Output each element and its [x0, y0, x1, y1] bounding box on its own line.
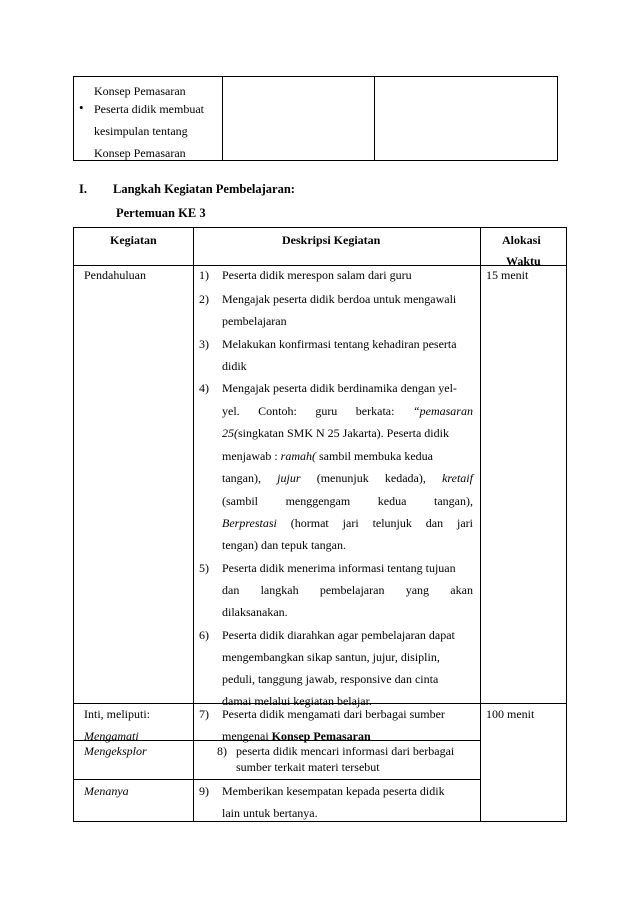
item-number: 1)	[199, 268, 209, 282]
header-waktu: Waktu	[506, 254, 541, 268]
item-number: 7)	[199, 707, 209, 721]
item-text: Melakukan konfirmasi tentang kehadiran peserta	[222, 337, 457, 351]
item-text: peduli, tanggung jawab, responsive dan cinta	[222, 672, 439, 686]
col-line	[566, 227, 567, 822]
previous-table-cell-2	[222, 77, 375, 161]
item-text: Peserta didik merespon salam dari guru	[222, 268, 412, 282]
mengeksplor-label: Mengeksplor	[84, 744, 147, 758]
text: sambil membuka kedua	[316, 449, 433, 463]
word: Contoh:	[258, 404, 297, 418]
word: pembelajaran	[319, 583, 385, 597]
word: Berprestasi	[222, 516, 277, 530]
word: (hormat	[290, 516, 329, 530]
word: dan	[222, 583, 240, 597]
text: menjawab :	[222, 449, 281, 463]
section-title: Langkah Kegiatan Pembelajaran:	[113, 182, 295, 196]
item-number: 3)	[199, 337, 209, 351]
word: langkah	[260, 583, 299, 597]
row-line	[73, 779, 480, 780]
item-text: Mengajak peserta didik berdinamika dengan yel-	[222, 381, 457, 395]
item-text: Peserta didik menerima informasi tentang tujuan	[222, 561, 456, 575]
word: kretaif	[442, 471, 473, 485]
item-text: tengan) dan tepuk tangan.	[222, 538, 346, 552]
word: (sambil	[222, 494, 258, 508]
header-alokasi: Alokasi	[502, 233, 541, 247]
word: menggengam	[285, 494, 351, 508]
item-number: 6)	[199, 628, 209, 642]
italic-text: 25(	[222, 426, 238, 440]
word: berkata:	[355, 404, 395, 418]
inti-label: Inti, meliputi:	[84, 707, 150, 721]
word: dan	[425, 516, 444, 530]
pendahuluan-label: Pendahuluan	[84, 268, 146, 282]
item-number: 4)	[199, 381, 209, 395]
text: singkatan SMK N 25 Jakarta). Peserta didik	[238, 426, 449, 440]
bold-text: Konsep Pemasaran	[271, 729, 371, 743]
italic-text: ramah(	[280, 449, 316, 463]
item-text: Mengajak peserta didik berdoa untuk mengawali	[222, 292, 457, 306]
col-line	[480, 227, 481, 822]
pendahuluan-time: 15 menit	[486, 268, 529, 282]
item-text-justified	[222, 404, 473, 418]
word: jujur	[277, 471, 301, 485]
word: kedua	[377, 494, 407, 508]
item-text	[222, 449, 433, 463]
header-kegiatan: Kegiatan	[110, 233, 157, 247]
mengamati-label: Mengamati	[84, 729, 139, 743]
text: mengenai	[222, 729, 272, 743]
item-text: didik	[222, 359, 247, 373]
inti-time: 100 menit	[486, 707, 535, 721]
header-deskripsi: Deskripsi Kegiatan	[282, 233, 381, 247]
prev-line-3: kesimpulan tentang	[94, 124, 188, 138]
item-text-justified	[222, 583, 473, 597]
section-numeral: I.	[79, 182, 87, 196]
item-number: 2)	[199, 292, 209, 306]
item-text: pembelajaran	[222, 314, 287, 328]
item-text: Memberikan kesempatan kepada peserta didik	[222, 784, 445, 798]
item-text: Peserta didik mengamati dari berbagai sumber	[222, 707, 445, 721]
word: telunjuk	[372, 516, 412, 530]
item-text: sumber terkait materi tersebut	[236, 760, 380, 774]
item-text: dilaksanakan.	[222, 605, 288, 619]
word: guru	[315, 404, 338, 418]
word: kedada),	[384, 471, 426, 485]
item-text	[222, 426, 449, 440]
row-line	[73, 265, 567, 266]
item-text-justified	[222, 471, 473, 485]
row-line	[73, 821, 567, 822]
word: akan	[450, 583, 473, 597]
menanya-label: Menanya	[84, 784, 129, 798]
item-number: 5)	[199, 561, 209, 575]
item-text: mengembangkan sikap santun, jujur, disiplin,	[222, 650, 440, 664]
word: tangan),	[434, 494, 473, 508]
word: jari	[342, 516, 359, 530]
word: “pemasaran	[412, 404, 473, 418]
meeting-title: Pertemuan KE 3	[116, 206, 206, 220]
word: tangan),	[222, 471, 261, 485]
item-text: peserta didik mencari informasi dari berbagai	[236, 744, 455, 758]
item-text	[222, 729, 371, 743]
col-line	[193, 227, 194, 822]
word: (menunjuk	[316, 471, 369, 485]
item-number: 9)	[199, 784, 209, 798]
item-text: lain untuk bertanya.	[222, 806, 318, 820]
item-text-justified	[222, 494, 473, 508]
previous-table-cell-3	[375, 77, 558, 161]
item-number: 8)	[217, 744, 227, 758]
bullet-icon: •	[79, 100, 84, 115]
item-text-justified	[222, 516, 473, 530]
word: yang	[405, 583, 430, 597]
item-text: Peserta didik diarahkan agar pembelajaran dapat	[222, 628, 455, 642]
prev-line-4: Konsep Pemasaran	[94, 146, 186, 160]
item-text: damai melalui kegiatan belajar.	[222, 694, 372, 708]
prev-line-2: Peserta didik membuat	[94, 102, 204, 116]
word: yel.	[222, 404, 240, 418]
prev-line-1: Konsep Pemasaran	[94, 84, 186, 98]
word: jari	[457, 516, 473, 530]
row-line	[73, 227, 567, 228]
col-line	[73, 227, 74, 822]
